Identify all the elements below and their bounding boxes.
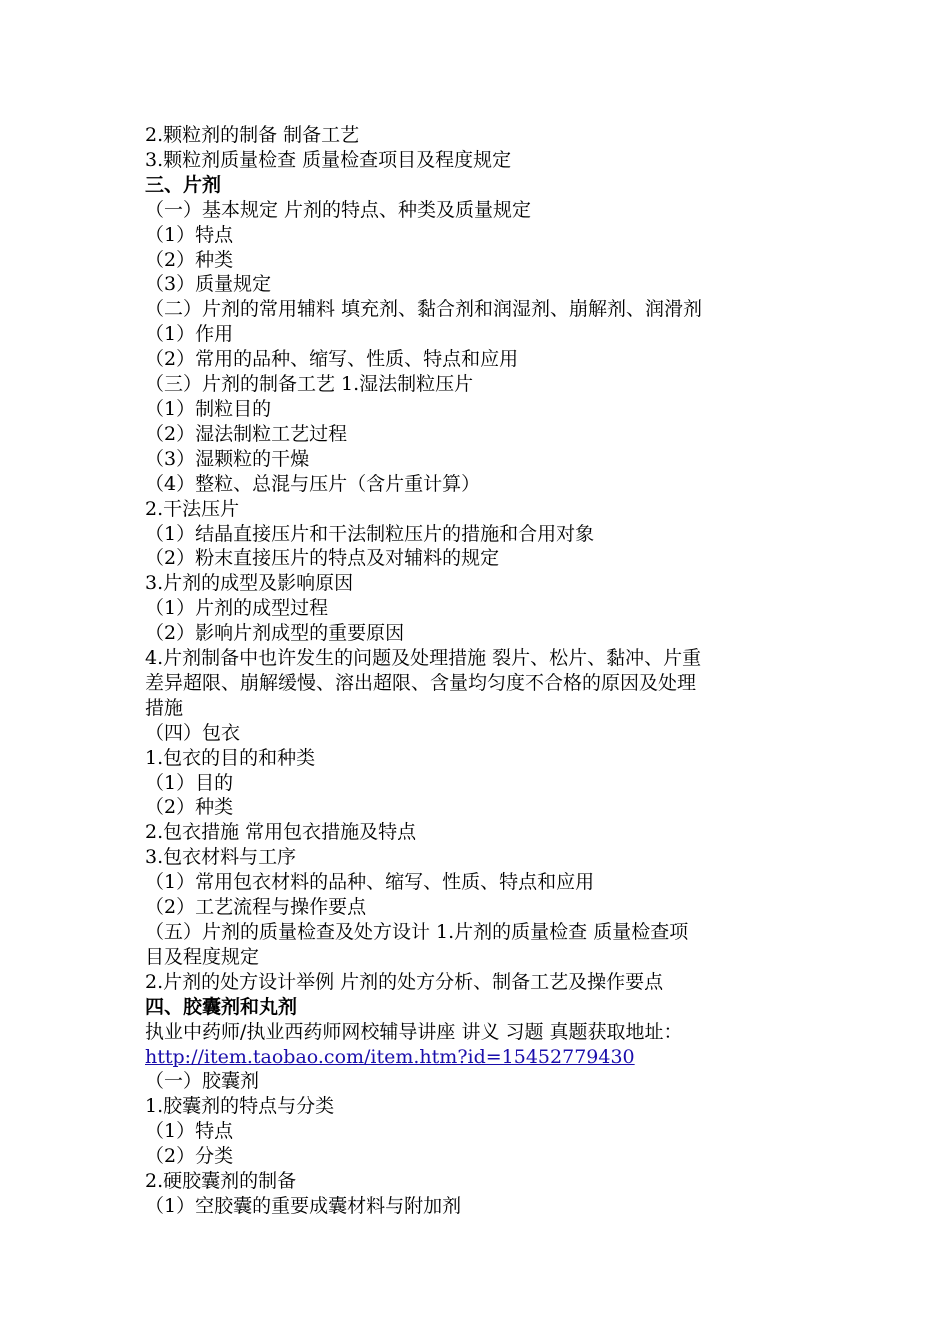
section-heading: 四、胶囊剂和丸剂 bbox=[145, 995, 298, 1018]
text-line: （一）基本规定 片剂的特点、种类及质量规定 bbox=[145, 198, 532, 221]
text-line: （二）片剂的常用辅料 填充剂、黏合剂和润湿剂、崩解剂、润滑剂 bbox=[145, 298, 703, 321]
text-line: （1）片剂的成型过程 bbox=[145, 597, 329, 620]
text-line: （三）片剂的制备工艺 1.湿法制粒压片 bbox=[145, 373, 474, 396]
text-line: （2）工艺流程与操作要点 bbox=[145, 896, 367, 919]
text-line: （1）制粒目的 bbox=[145, 397, 272, 420]
document-body bbox=[145, 123, 810, 1219]
text-line: （2）影响片剂成型的重要原因 bbox=[145, 622, 405, 645]
text-line: （一）胶囊剂 bbox=[145, 1070, 260, 1093]
text-line: （1）空胶囊的重要成囊材料与附加剂 bbox=[145, 1194, 462, 1217]
text-line: 2.硬胶囊剂的制备 bbox=[145, 1170, 297, 1193]
text-line: 2.包衣措施 常用包衣措施及特点 bbox=[145, 821, 417, 844]
text-line: （2）粉末直接压片的特点及对辅料的规定 bbox=[145, 547, 500, 570]
text-line: 1.包衣的目的和种类 bbox=[145, 746, 316, 769]
text-line: （1）目的 bbox=[145, 771, 234, 794]
text-line: （四）包衣 bbox=[145, 721, 241, 744]
text-line: （2）种类 bbox=[145, 796, 234, 819]
text-line: （1）作用 bbox=[145, 323, 234, 346]
text-line: （2）种类 bbox=[145, 248, 234, 271]
text-line: （2）分类 bbox=[145, 1145, 234, 1168]
text-line: （2）湿法制粒工艺过程 bbox=[145, 422, 348, 445]
text-line: （4）整粒、总混与压片（含片重计算） bbox=[145, 472, 481, 495]
download-link[interactable]: http://item.taobao.com/item.htm?id=15452779430 bbox=[145, 1045, 635, 1068]
text-line: （1）特点 bbox=[145, 1120, 234, 1143]
text-line: 执业中药师/执业西药师网校辅导讲座 讲义 习题 真题获取地址： bbox=[145, 1020, 683, 1043]
text-line: 2.颗粒剂的制备 制备工艺 bbox=[145, 124, 360, 146]
text-line: 措施 bbox=[145, 696, 184, 719]
text-line: 1.胶囊剂的特点与分类 bbox=[145, 1095, 335, 1118]
text-line: 2.干法压片 bbox=[145, 497, 240, 520]
text-line: （1）常用包衣材料的品种、缩写、性质、特点和应用 bbox=[145, 871, 595, 894]
text-line: 2.片剂的处方设计举例 片剂的处方分析、制备工艺及操作要点 bbox=[145, 970, 664, 993]
text-line: 4.片剂制备中也许发生的问题及处理措施 裂片、松片、黏冲、片重 bbox=[145, 647, 702, 670]
text-line: （3）湿颗粒的干燥 bbox=[145, 447, 310, 470]
text-line: （2）常用的品种、缩写、性质、特点和应用 bbox=[145, 348, 519, 371]
text-line: （3）质量规定 bbox=[145, 273, 272, 296]
text-line: 差异超限、崩解缓慢、溶出超限、含量均匀度不合格的原因及处理 bbox=[145, 671, 697, 694]
text-line: （1）结晶直接压片和干法制粒压片的措施和合用对象 bbox=[145, 522, 595, 545]
text-line: 3.包衣材料与工序 bbox=[145, 846, 297, 869]
text-line: 3.片剂的成型及影响原因 bbox=[145, 572, 354, 595]
section-heading: 三、片剂 bbox=[145, 173, 222, 196]
text-line: （1）特点 bbox=[145, 223, 234, 246]
text-line: 目及程度规定 bbox=[145, 945, 260, 968]
text-line: （五）片剂的质量检查及处方设计 1.片剂的质量检查 质量检查项 bbox=[145, 921, 689, 943]
text-line: 3.颗粒剂质量检查 质量检查项目及程度规定 bbox=[145, 148, 512, 171]
